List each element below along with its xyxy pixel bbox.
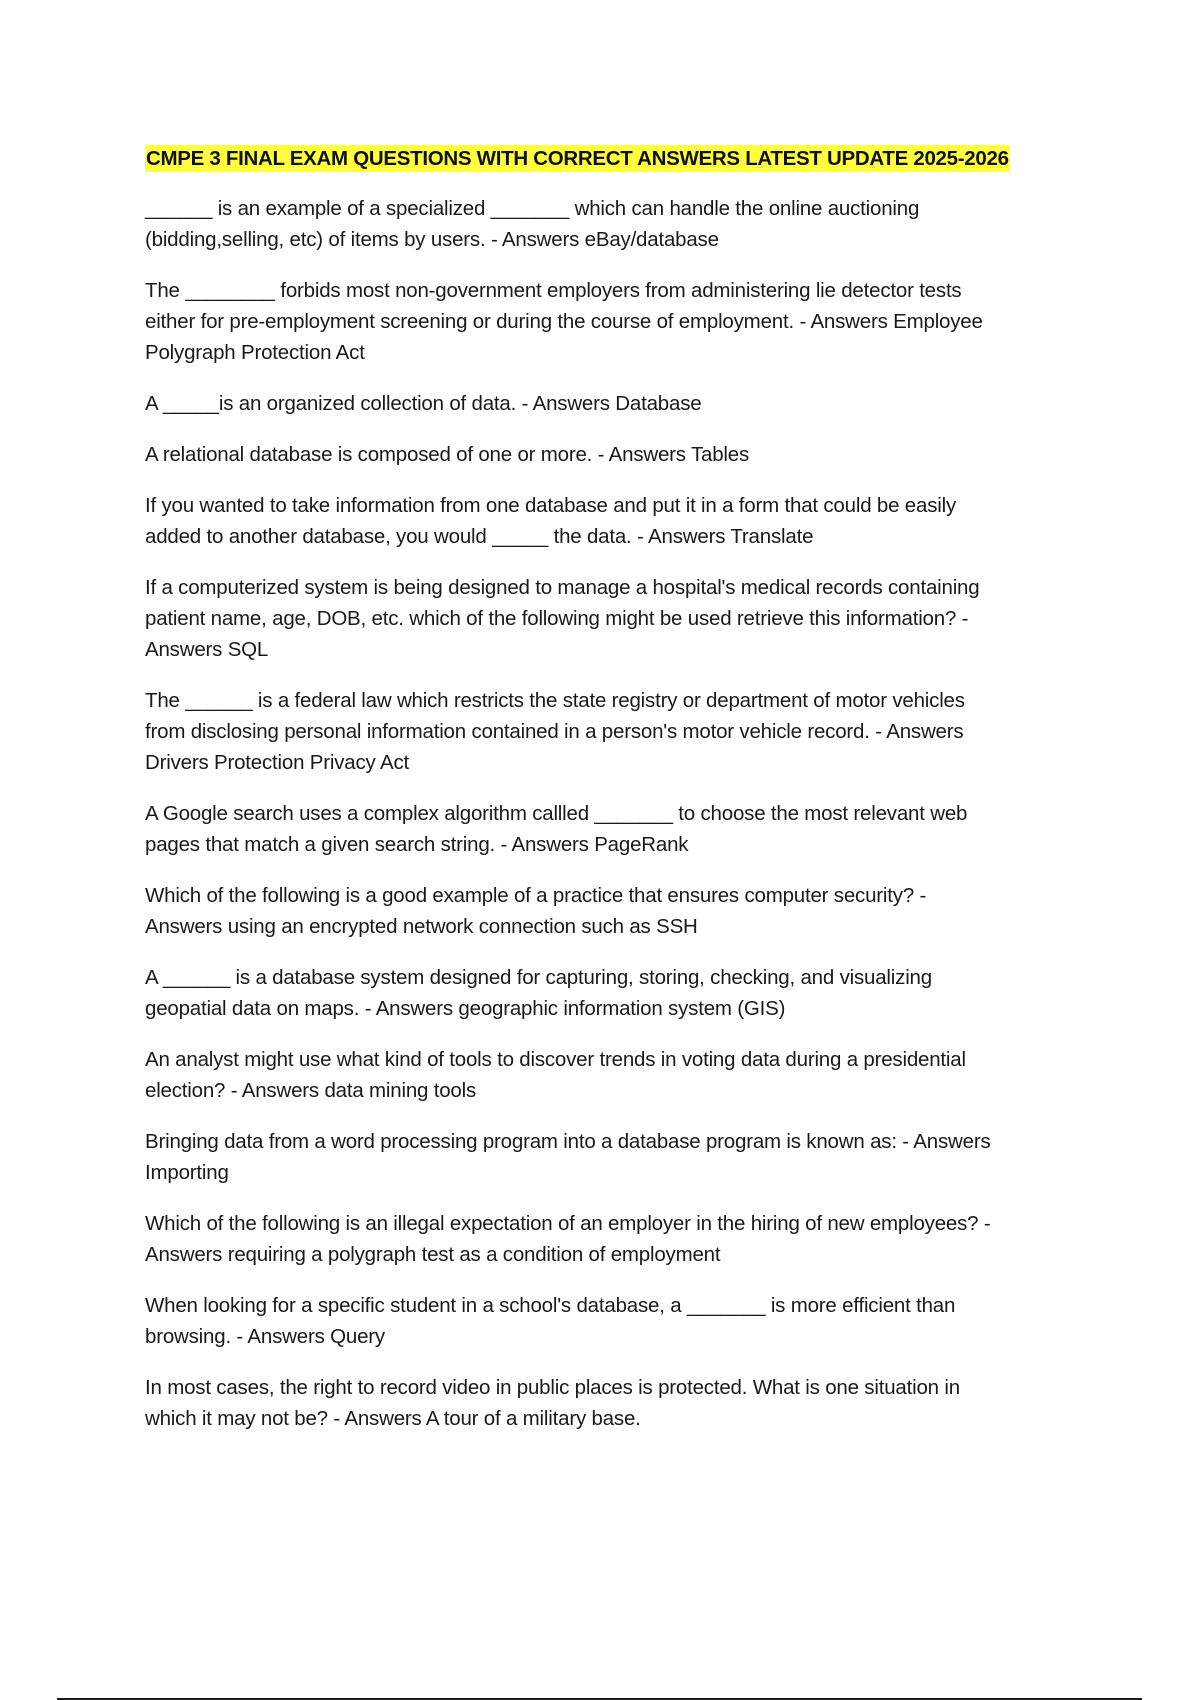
qa-item-5: If you wanted to take information from one database and put it in a form that could be easily added to another database, you would _____ the data. - Answers Translate [145,494,956,548]
qa-item-4: A relational database is composed of one or more. - Answers Tables [145,443,750,466]
qa-item-11: An analyst might use what kind of tools to discover trends in voting data during a presidential election? - Answers data mining tools [145,1048,966,1102]
document-page [145,140,1090,1454]
qa-item-3: A _____is an organized collection of data. - Answers Database [145,392,702,415]
qa-item-10: A ______ is a database system designed for capturing, storing, checking, and visualizing geopatial data on maps. - Answers geographic information system (GIS) [145,966,932,1020]
document-title: CMPE 3 FINAL EXAM QUESTIONS WITH CORRECT ANSWERS LATEST UPDATE 2025-2026 [146,147,1009,170]
qa-item-13: Which of the following is an illegal expectation of an employer in the hiring of new employees? - Answers requiring a polygraph test as a condition of employment [145,1212,991,1266]
qa-item-6: If a computerized system is being designed to manage a hospital's medical records containing patient name, age, DOB, etc. which of the following might be used retrieve this information? - Answers SQL [145,576,980,661]
qa-item-7: The ______ is a federal law which restricts the state registry or department of motor vehicles from disclosing personal information contained in a person's motor vehicle record. - Answers Drivers Protection Privacy Act [145,689,965,774]
qa-item-15: In most cases, the right to record video in public places is protected. What is one situation in which it may not be? - Answers A tour of a military base. [145,1376,960,1430]
qa-item-1: ______ is an example of a specialized _______ which can handle the online auctioning (bidding,selling, etc) of items by users. - Answers eBay/database [145,197,920,251]
qa-item-14: When looking for a specific student in a school's database, a _______ is more efficient than browsing. - Answers Query [145,1294,956,1348]
qa-item-2: The ________ forbids most non-government employers from administering lie detector tests either for pre-employment screening or during the course of employment. - Answers Employee Polygraph Protection Act [145,279,983,364]
qa-item-12: Bringing data from a word processing program into a database program is known as: - Answers Importing [145,1130,991,1184]
qa-item-9: Which of the following is a good example of a practice that ensures computer security? - Answers using an encrypted network connection such as SSH [145,884,927,938]
qa-item-8: A Google search uses a complex algorithm callled _______ to choose the most relevant web pages that match a given search string. - Answers PageRank [145,802,968,856]
title-block [145,140,1090,180]
